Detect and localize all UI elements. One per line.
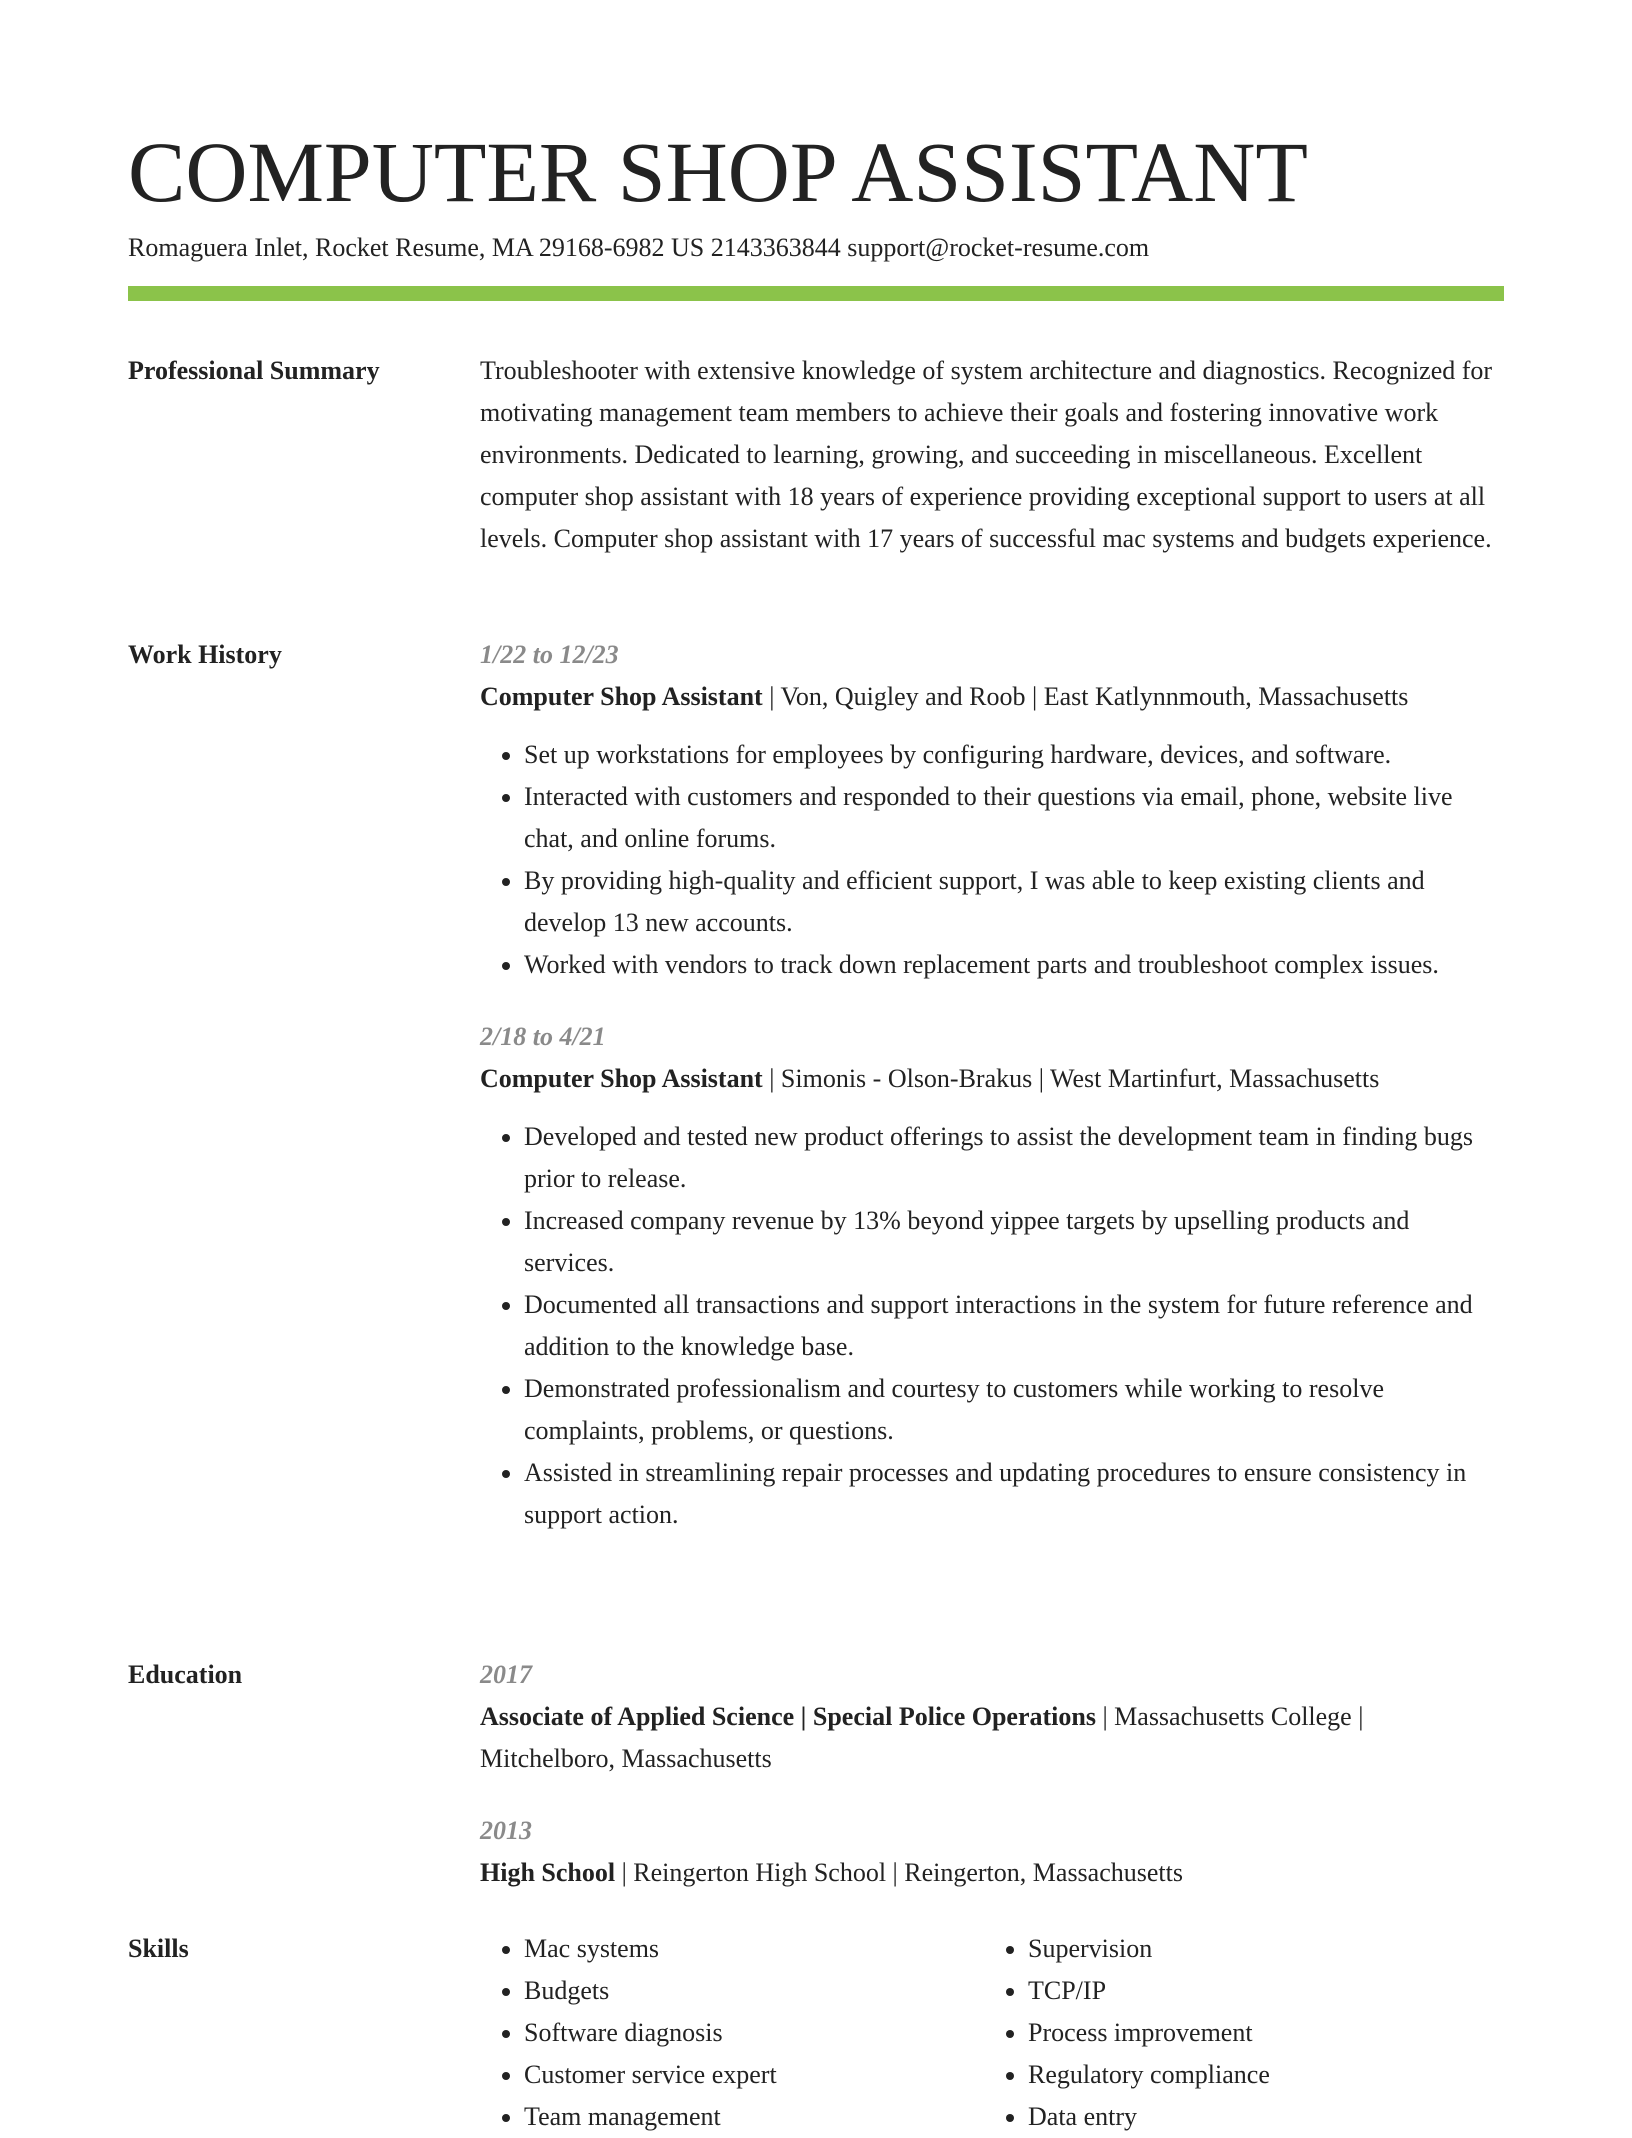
job-bullets [480,734,1504,986]
job-bullet: • Interacted with customers and responded to their questions via email, phone, website live chat, and online forums. [524,776,1504,860]
job-heading [480,676,1504,718]
education-entry [480,1654,1504,1780]
section-label-education: Education [128,1660,243,1689]
accent-divider [128,286,1504,301]
job-entry [480,634,1504,986]
work-history-body [480,634,1504,1536]
job-bullet: • By providing high-quality and efficient support, I was able to keep existing clients and develop 13 new accounts. [524,860,1504,944]
section-label-skills: Skills [128,1934,189,1963]
education-year: 2013 [480,1816,532,1845]
job-details: | Simonis - Olson-Brakus | West Martinfurt, Massachusetts [762,1064,1380,1093]
job-bullet: • Assisted in streamlining repair processes and updating procedures to ensure consistency in support action. [524,1452,1504,1536]
job-bullet: • Increased company revenue by 13% beyond yippee targets by upselling products and services. [524,1200,1504,1284]
job-bullet: • Developed and tested new product offerings to assist the development team in finding bugs prior to release. [524,1116,1504,1200]
job-bullet: • Set up workstations for employees by configuring hardware, devices, and software. [524,734,1504,776]
education-details: | Massachusetts College | Mitchelboro, Massachusetts [480,1702,1364,1773]
skill-item: • Supervision [1028,1928,1488,1970]
education-heading [480,1696,1504,1780]
skill-item: • Software diagnosis [524,2012,984,2054]
skills-body [480,1928,1504,2138]
education-entry [480,1810,1504,1894]
education-body [480,1654,1504,1894]
skill-item: • Customer service expert [524,2054,984,2096]
job-bullet: • Demonstrated professionalism and courtesy to customers while working to resolve complaints, problems, or questions. [524,1368,1504,1452]
skill-item: • Mac systems [524,1928,984,1970]
skill-item: • Team management [524,2096,984,2138]
skill-item: • TCP/IP [1028,1970,1488,2012]
summary-text: Troubleshooter with extensive knowledge of system architecture and diagnostics. Recognized for motivating management team members to achieve their goals and fostering innovative work environments. Dedicated to learning, growing, and succeeding in miscellaneous. Excellent computer shop assistant with 18 years of experience providing exceptional support to users at all levels. Computer shop assistant with 17 years of successful mac systems and budgets experience. [480,356,1493,553]
skills-column-2 [984,1928,1488,2138]
job-entry [480,1016,1504,1536]
resume-title: COMPUTER SHOP ASSISTANT [128,124,1308,220]
section-label-work-history: Work History [128,640,282,669]
education-degree: Associate of Applied Science | Special Police Operations [480,1702,1096,1731]
job-bullets [480,1116,1504,1536]
education-details: | Reingerton High School | Reingerton, Massachusetts [615,1858,1183,1887]
job-dates: 1/22 to 12/23 [480,640,619,669]
section-label-summary: Professional Summary [128,356,380,385]
job-title: Computer Shop Assistant [480,1064,763,1093]
job-details: | Von, Quigley and Roob | East Katlynnmouth, Massachusetts [762,682,1409,711]
skill-item: • Regulatory compliance [1028,2054,1488,2096]
education-heading [480,1852,1504,1894]
job-heading [480,1058,1504,1100]
contact-line: Romaguera Inlet, Rocket Resume, MA 29168-6982 US 2143363844 support@rocket-resume.com [128,233,1150,262]
education-year: 2017 [480,1660,532,1689]
job-bullet: • Documented all transactions and support interactions in the system for future reference and addition to the knowledge base. [524,1284,1504,1368]
education-degree: High School [480,1858,616,1887]
skill-item: • Data entry [1028,2096,1488,2138]
job-dates: 2/18 to 4/21 [480,1022,606,1051]
skill-item: • Process improvement [1028,2012,1488,2054]
skill-item: • Budgets [524,1970,984,2012]
job-title: Computer Shop Assistant [480,682,763,711]
job-bullet: • Worked with vendors to track down replacement parts and troubleshoot complex issues. [524,944,1504,986]
skills-column-1 [480,1928,984,2138]
